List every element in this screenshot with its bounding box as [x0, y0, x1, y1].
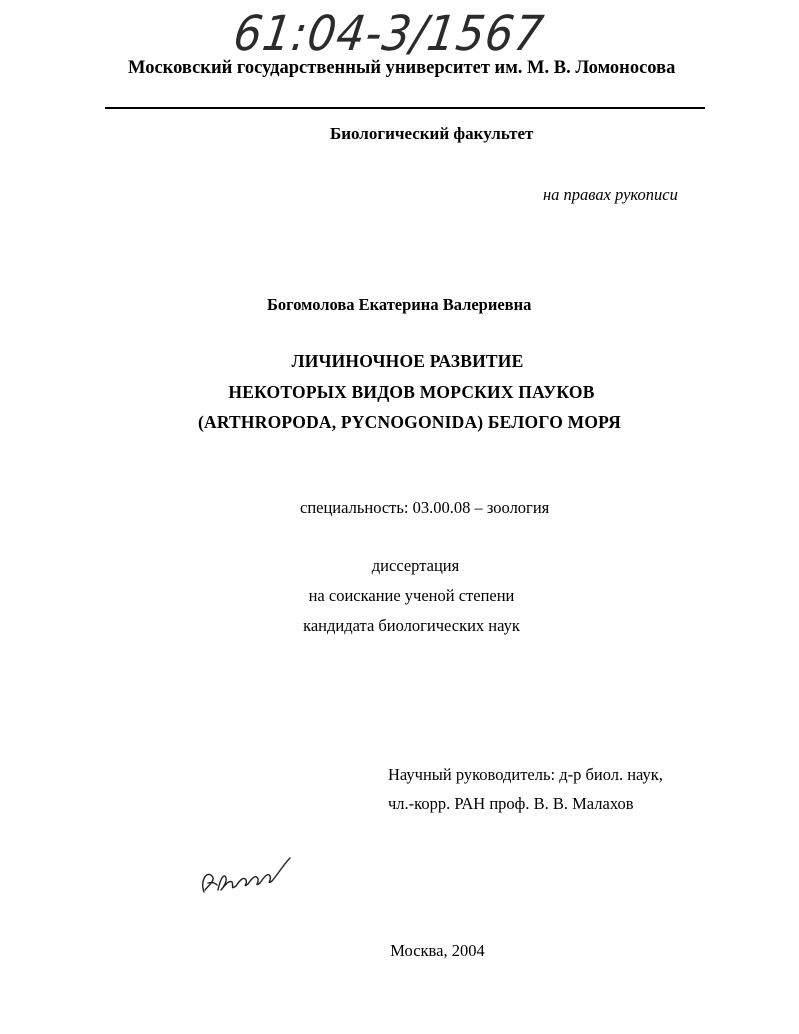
manuscript-note: на правах рукописи [543, 185, 678, 204]
supervisor-line-1: Научный руководитель: д-р биол. наук, [388, 765, 663, 784]
city-year: Москва, 2004 [390, 941, 485, 960]
specialty-line: специальность: 03.00.08 – зоология [300, 498, 550, 517]
dissertation-line-3: кандидата биологических наук [303, 616, 520, 635]
university-name: Московский государственный университет им. М. В. Ломоносова [128, 58, 676, 78]
thesis-title-line-3: (ARTHROPODA, PYCNOGONIDA) БЕЛОГО МОРЯ [197, 412, 622, 432]
dissertation-line-1: диссертация [371, 556, 460, 575]
supervisor-line-2: чл.-корр. РАН проф. В. В. Малахов [388, 794, 634, 813]
handwritten-signature [196, 852, 296, 902]
dissertation-line-2: на соискание ученой степени [308, 586, 515, 605]
thesis-title-line-1: ЛИЧИНОЧНОЕ РАЗВИТИЕ [291, 351, 524, 371]
author-name: Богомолова Екатерина Валериевна [267, 295, 532, 314]
faculty-name: Биологический факультет [330, 124, 534, 143]
handwritten-archive-number: 61:04-3/1567 [230, 6, 548, 63]
header-divider [105, 107, 705, 109]
thesis-title-line-2: НЕКОТОРЫХ ВИДОВ МОРСКИХ ПАУКОВ [228, 382, 595, 402]
